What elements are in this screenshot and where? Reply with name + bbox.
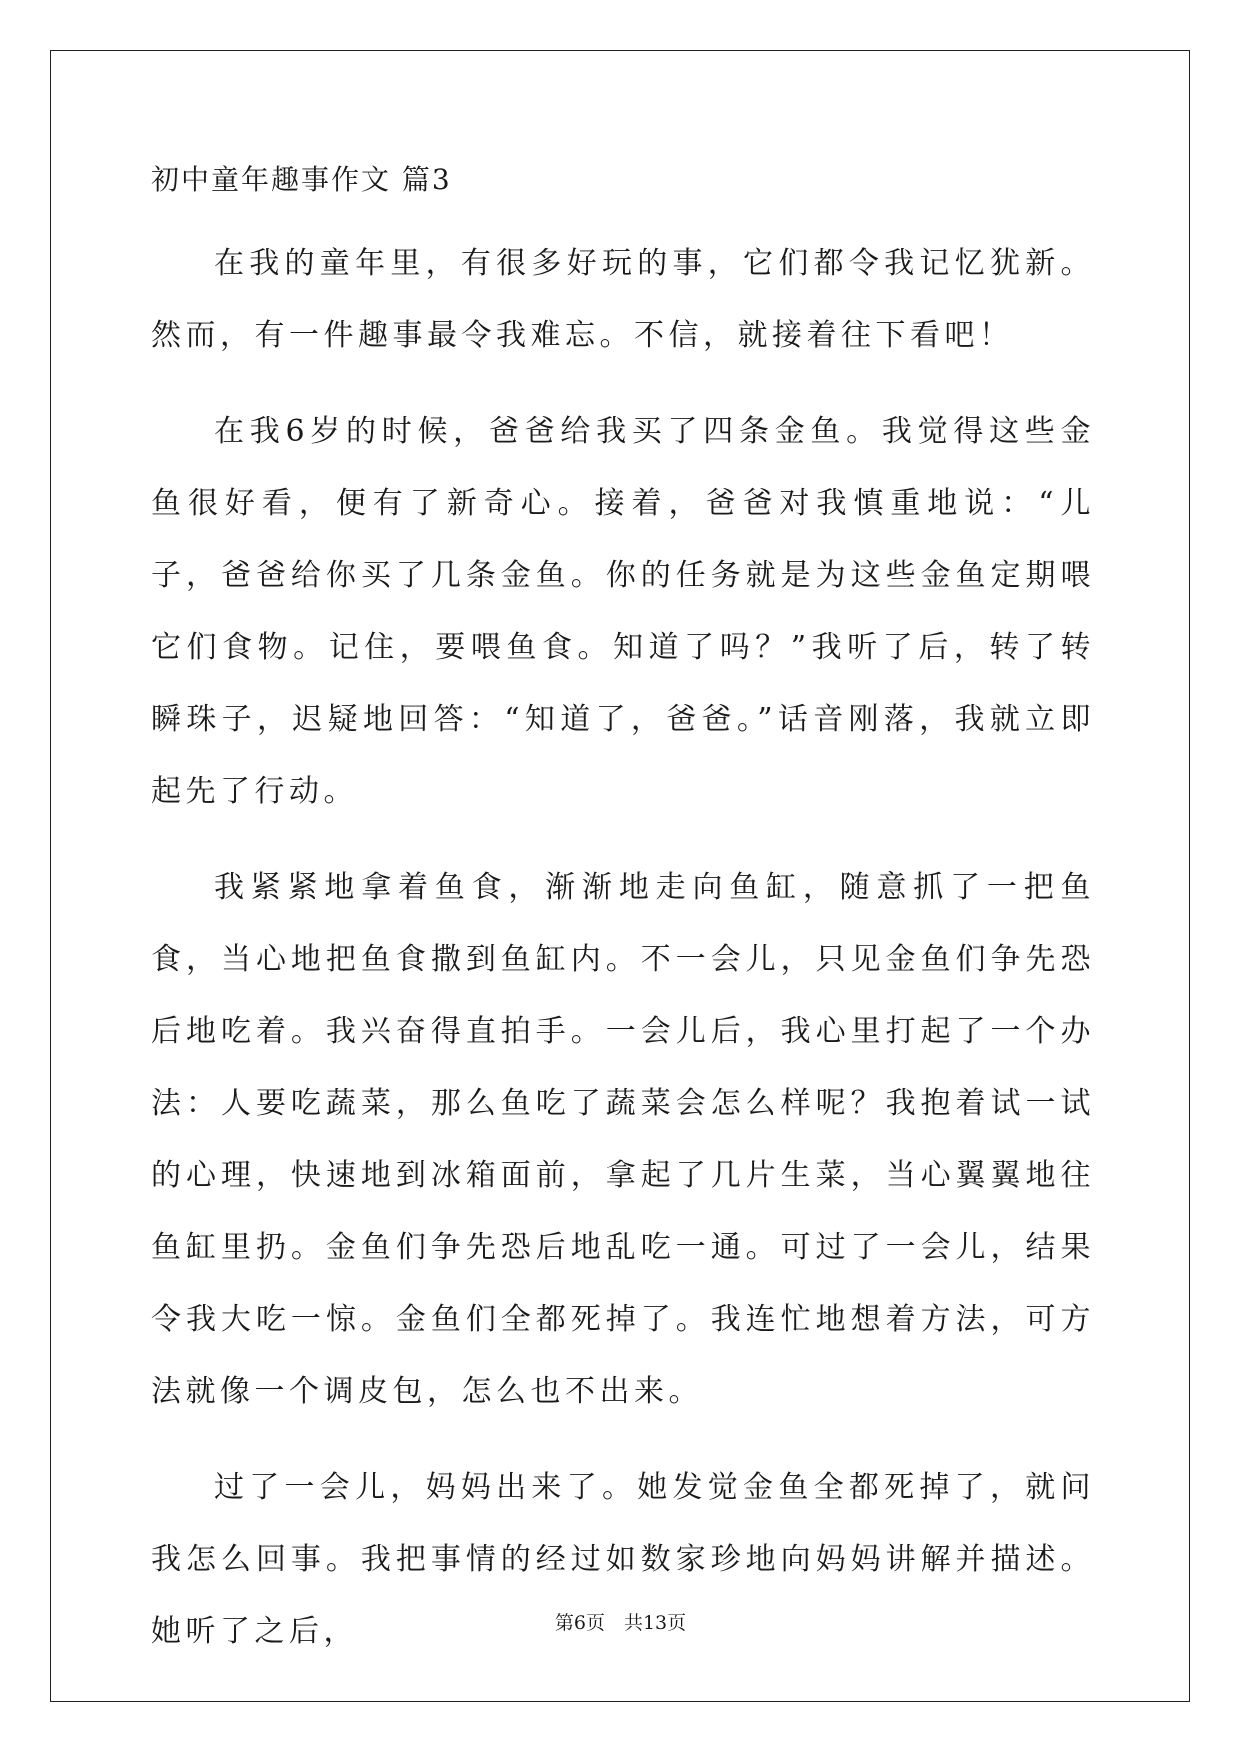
page-number-footer: 第6页 共13页 [554, 1612, 687, 1634]
document-body [151, 162, 1095, 1692]
paragraph-1: 在我的童年里，有很多好玩的事，它们都令我记忆犹新。然而，有一件趣事最令我难忘。不信，就接着往下看吧！ [151, 246, 1095, 353]
paragraph-3: 我紧紧地拿着鱼食，渐渐地走向鱼缸，随意抓了一把鱼食，当心地把鱼食撒到鱼缸内。不一会儿，只见金鱼们争先恐后地吃着。我兴奋得直拍手。一会儿后，我心里打起了一个办法：人要吃蔬菜，那么鱼吃了蔬菜会怎么样呢？我抱着试一试的心理，快速地到冰箱面前，拿起了几片生菜，当心翼翼地往鱼缸里扔。金鱼们争先恐后地乱吃一通。可过了一会儿，结果令我大吃一惊。金鱼们全都死掉了。我连忙地想着方法，可方法就像一个调皮包，怎么也不出来。 [151, 870, 1095, 1409]
paragraph-4: 过了一会儿，妈妈出来了。她发觉金鱼全都死掉了，就问我怎么回事。我把事情的经过如数家珍地向妈妈讲解并描述。她听了之后， [151, 1470, 1095, 1649]
document-title: 初中童年趣事作文 篇3 [151, 163, 452, 196]
paragraph-2: 在我6岁的时候，爸爸给我买了四条金鱼。我觉得这些金鱼很好看，便有了新奇心。接着，爸爸对我慎重地说：“儿子，爸爸给你买了几条金鱼。你的任务就是为这些金鱼定期喂它们食物。记住，要喂鱼食。知道了吗？”我听了后，转了转瞬珠子，迟疑地回答：“知道了，爸爸。”话音刚落，我就立即起先了行动。 [151, 414, 1095, 809]
